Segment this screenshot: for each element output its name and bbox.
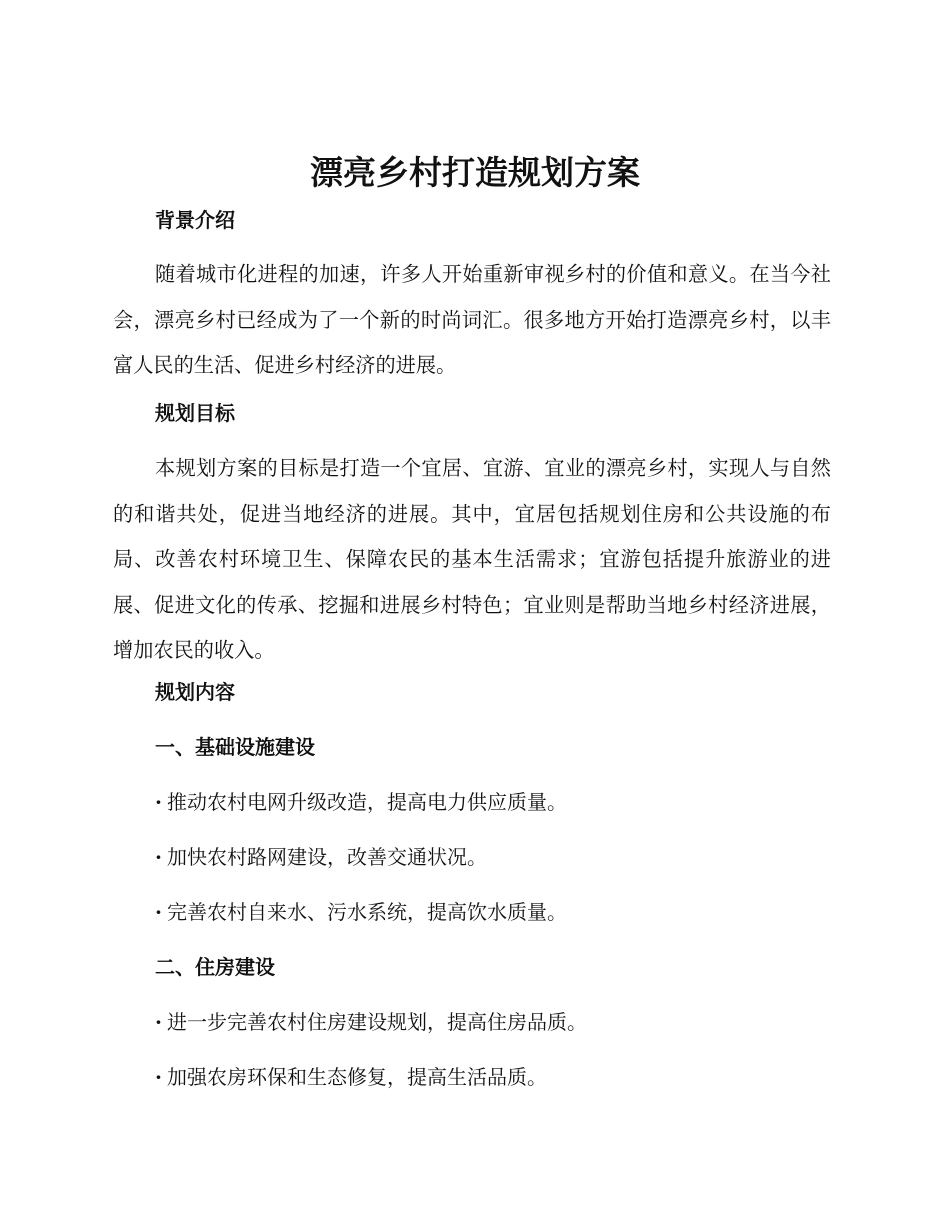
section-heading-background: 背景介绍 [155,208,235,232]
list-item [155,1062,547,1092]
list-item [155,897,567,927]
section-heading-content: 规划内容 [155,680,235,704]
list-item-text: 推动农村电网升级改造，提高电力供应质量。 [167,790,567,814]
section-paragraph-goals: 本规划方案的目标是打造一个宜居、宜游、宜业的漂亮乡村，实现人与自然的和谐共处，促进当地经济的进展。其中，宜居包括规划住房和公共设施的布局、改善农村环境卫生、保障农民的基本生活需求；宜游包括提升旅游业的进展、促进文化的传承、挖掘和进展乡村特色；宜业则是帮助当地乡村经济进展，增加农民的收入。 [113,456,831,662]
bullet-marker: · [155,1065,162,1089]
bullet-marker: · [155,845,162,869]
bullet-marker: · [155,790,162,814]
document-title: 漂亮乡村打造规划方案 [310,153,640,192]
list-item-text: 完善农村自来水、污水系统，提高饮水质量。 [167,900,567,924]
section-paragraph-background: 随着城市化进程的加速，许多人开始重新审视乡村的价值和意义。在当今社会，漂亮乡村已经成为了一个新的时尚词汇。很多地方开始打造漂亮乡村，以丰富人民的生活、促进乡村经济的进展。 [113,262,831,377]
bullet-marker: · [155,1010,162,1034]
list-item-text: 加强农房环保和生态修复，提高生活品质。 [167,1065,547,1089]
list-item [155,842,487,872]
subsection-heading-housing: 二、住房建设 [155,955,275,979]
list-item-text: 进一步完善农村住房建设规划，提高住房品质。 [167,1010,587,1034]
section-heading-goals: 规划目标 [155,401,235,425]
list-item [155,787,567,817]
list-item-text: 加快农村路网建设，改善交通状况。 [167,845,487,869]
bullet-marker: · [155,900,162,924]
list-item [155,1007,587,1037]
subsection-heading-infrastructure: 一、基础设施建设 [155,735,315,759]
